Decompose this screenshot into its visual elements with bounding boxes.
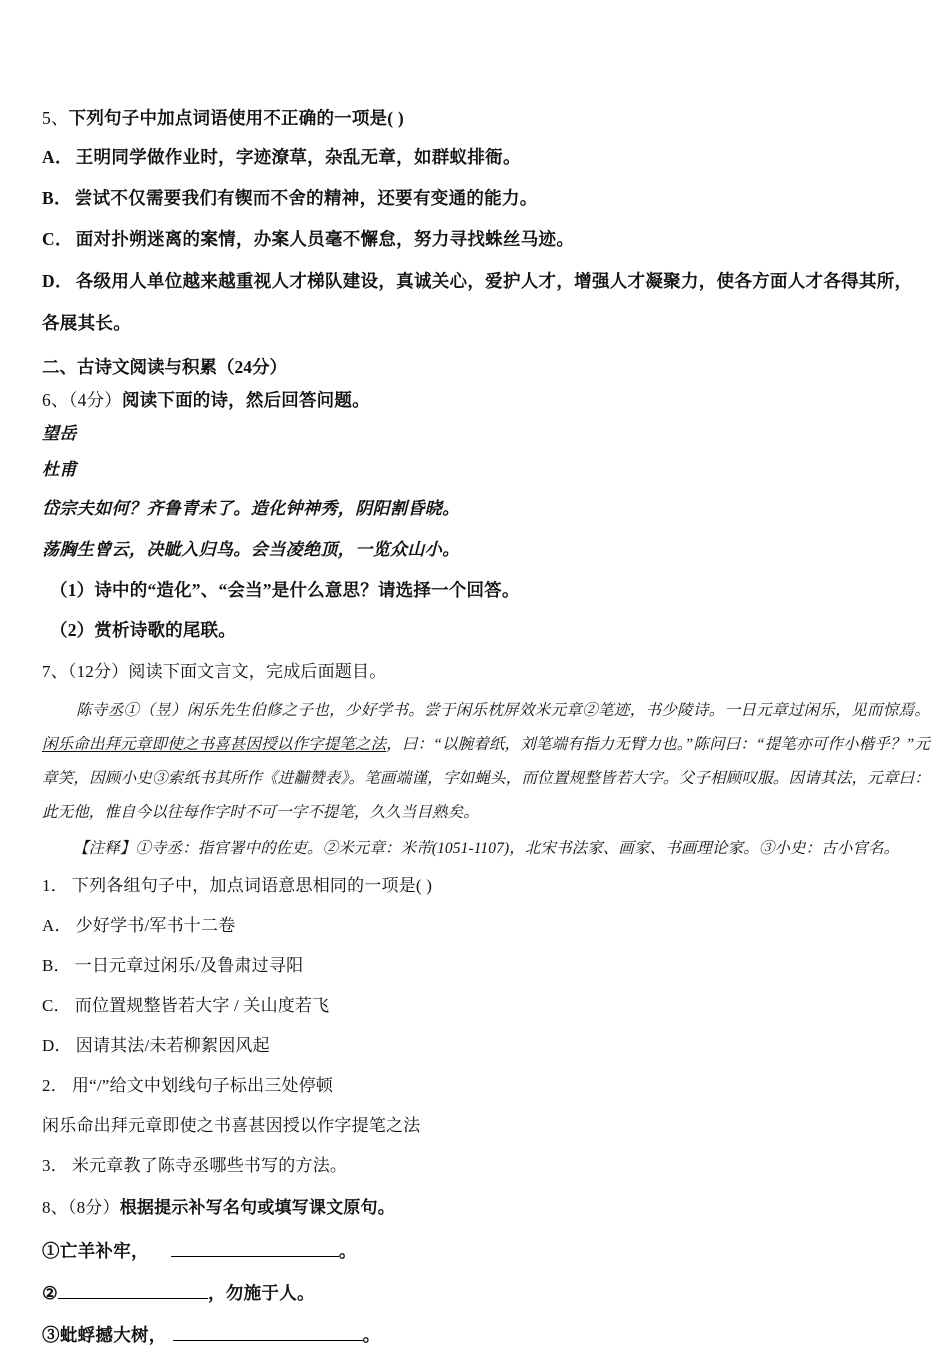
sub-1-text: 下列各组句子中，加点词语意思相同的一项是( )	[71, 876, 433, 895]
question-6-score: （4分）	[68, 390, 122, 410]
item-3-before: 蚍蜉撼大树，	[59, 1325, 167, 1345]
question-7-score: （12分）	[67, 662, 129, 681]
sub-1-choice-c-tag: C．	[42, 996, 71, 1015]
choice-d-text: 各级用人单位越来越重视人才梯队建设，真诚关心，爱护人才，增强人才凝聚力，使各方面人才各得其所，各展其长。	[42, 271, 913, 333]
question-7-passage	[42, 694, 930, 830]
question-5-number: 5、	[42, 108, 69, 128]
item-2-after: ，勿施于人。	[208, 1283, 315, 1303]
question-7-notes: 【注释】①寺丞：指官署中的佐吏。②米元章：米芾(1051-1107)，北宋书法家、画家、书画理论家。③小史：古小官名。	[73, 840, 900, 857]
question-5-stem-text: 下列句子中加点词语使用不正确的一项是( )	[68, 108, 404, 128]
question-8-stem-text: 根据提示补写名句或填写课文原句。	[119, 1198, 395, 1217]
sub-1-choice-b-text: 一日元章过闲乐/及鲁肃过寻阳	[74, 956, 304, 975]
choice-c-tag: C．	[42, 229, 73, 249]
question-8-item-3	[42, 1314, 930, 1356]
item-1-after: 。	[338, 1241, 357, 1261]
item-2-marker: ②	[42, 1283, 58, 1303]
choice-b-tag: B．	[42, 188, 72, 208]
poem-line-1: 岱宗夫如何？齐鲁青未了。造化钟神秀，阴阳割昏晓。	[42, 499, 460, 518]
question-8-score: （8分）	[67, 1198, 120, 1217]
question-7-sub-2-stem	[42, 1066, 930, 1106]
passage-part-1: 陈寺丞①（昱）闲乐先生伯修之子也，少好学书。尝于闲乐枕屏效米元章②笔迹，书少陵诗。一日元章过闲乐，见而惊焉。	[76, 702, 930, 719]
question-6-sub-2: （2）赏析诗歌的尾联。	[50, 620, 236, 640]
question-8-item-2	[42, 1272, 930, 1314]
choice-c-text: 面对扑朔迷离的案情，办案人员毫不懈怠，努力寻找蛛丝马迹。	[75, 229, 575, 249]
question-8-number: 8、	[42, 1198, 68, 1217]
question-8-item-1	[42, 1230, 930, 1272]
question-7-sub-1-choice-c[interactable]	[42, 986, 930, 1026]
question-6-sub-1: （1）诗中的“造化”、“会当”是什么意思？请选择一个回答。	[50, 580, 520, 600]
question-6-stem	[42, 384, 930, 416]
sub-3-text: 米元章教了陈寺丞哪些书写的方法。	[71, 1156, 348, 1175]
question-7-sub-1-stem	[42, 866, 930, 906]
sub-1-choice-d-tag: D．	[42, 1036, 72, 1055]
sub-1-choice-a-text: 少好学书/军书十二卷	[75, 916, 236, 935]
passage-underlined-sentence: 闲乐命出拜元章即使之书喜甚因授以作字提笔之法	[42, 736, 387, 753]
sub-1-choice-a-tag: A．	[42, 916, 72, 935]
poem-author: 杜甫	[42, 460, 77, 479]
question-7-sub-1-choice-b[interactable]	[42, 946, 930, 986]
sub-1-choice-b-tag: B．	[42, 956, 71, 975]
choice-b-text: 尝试不仅需要我们有锲而不舍的精神，还要有变通的能力。	[74, 188, 538, 208]
sub-1-choice-d-text: 因请其法/未若柳絮因风起	[75, 1036, 270, 1055]
question-7-stem	[42, 650, 930, 694]
passage-part-2: ，曰：“以腕着纸，刘笔端有指力无臂力也。”陈问曰：“提笔亦可作小楷乎？”元章笑，因顾小史③索纸书其所作《进黼赞表》。笔画端谨，字如蝇头，而位置规整皆若大字。父子相顾叹服。因请其法，元章曰：此无他，惟自今以往每作字时不可一字不提笔，久久当目熟矣。	[42, 736, 931, 821]
choice-a-text: 王明同学做作业时，字迹潦草，杂乱无章，如群蚁排衙。	[75, 147, 521, 167]
question-5-choice-b[interactable]	[42, 178, 930, 219]
sub-2-text: 用“/”给文中划线句子标出三处停顿	[71, 1076, 334, 1095]
item-2-answer-blank[interactable]	[58, 1281, 208, 1300]
question-7-sub-2-sentence: 闲乐命出拜元章即使之书喜甚因授以作字提笔之法	[42, 1116, 421, 1135]
question-7-number: 7、	[42, 662, 68, 681]
item-3-marker: ③	[42, 1325, 60, 1345]
question-7-sub-1-choice-a[interactable]	[42, 906, 930, 946]
question-5-choice-c[interactable]	[42, 219, 930, 260]
item-3-answer-blank[interactable]	[173, 1323, 363, 1342]
choice-a-tag: A．	[42, 147, 73, 167]
item-1-before: 亡羊补牢，	[59, 1241, 149, 1261]
sub-1-choice-c-text: 而位置规整皆若大字 / 关山度若飞	[74, 996, 330, 1015]
question-7-sub-3-stem	[42, 1146, 930, 1186]
question-5-choice-a[interactable]	[42, 137, 930, 178]
choice-d-tag: D．	[42, 271, 73, 291]
question-6-number: 6、	[42, 390, 69, 410]
question-5-choice-d[interactable]	[42, 260, 930, 344]
item-1-answer-blank[interactable]	[171, 1239, 339, 1258]
item-3-after: 。	[362, 1325, 381, 1345]
poem-line-2: 荡胸生曾云，决眦入归鸟。会当凌绝顶，一览众山小。	[42, 540, 460, 559]
poem-title: 望岳	[42, 424, 77, 443]
question-6-stem-text: 阅读下面的诗，然后回答问题。	[121, 390, 370, 410]
question-7-stem-text: 阅读下面文言文，完成后面题目。	[128, 662, 387, 681]
question-7-sub-1-choice-d[interactable]	[42, 1026, 930, 1066]
question-8-stem	[42, 1186, 930, 1230]
sub-1-number: 1．	[42, 876, 68, 895]
item-1-marker: ①	[42, 1241, 60, 1261]
sub-2-number: 2．	[42, 1076, 68, 1095]
question-5-stem	[42, 100, 930, 137]
sub-3-number: 3．	[42, 1156, 68, 1175]
section-two-heading: 二、古诗文阅读与积累（24分）	[42, 357, 287, 377]
